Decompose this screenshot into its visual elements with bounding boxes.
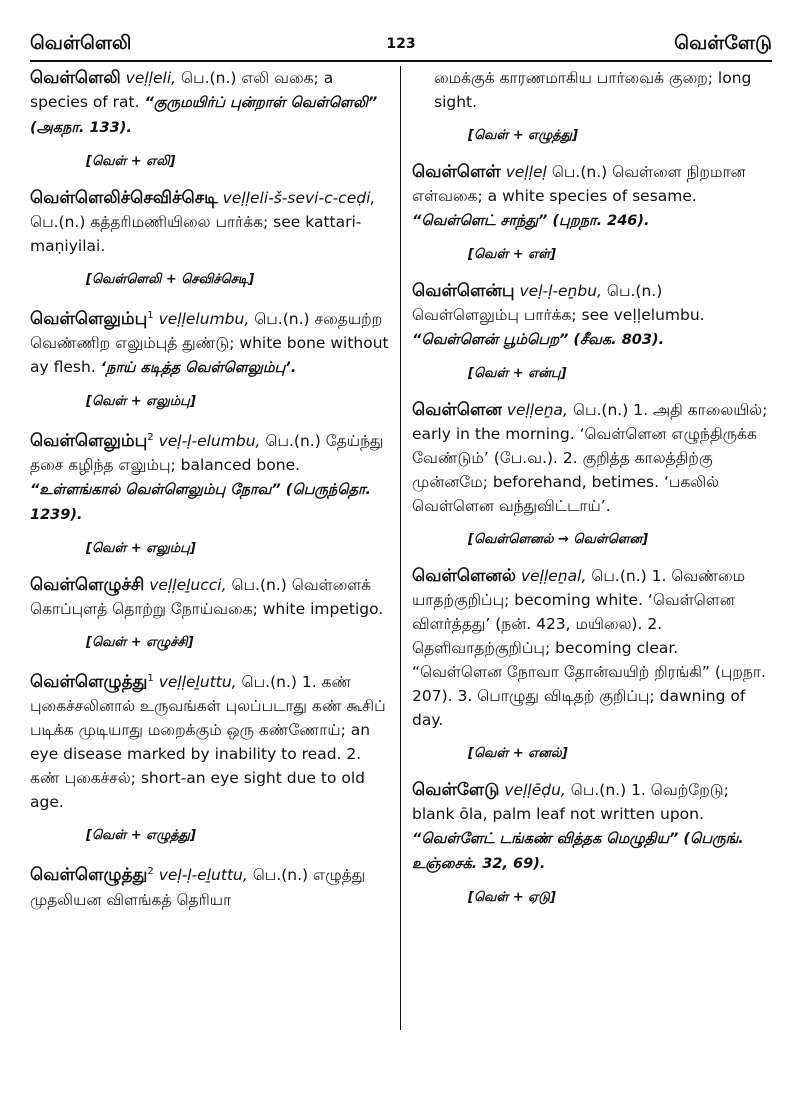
entry-quote: “குருமயிர்ப் புன்றாள் வெள்ளெலி” (அகநா. 133). [30, 95, 378, 136]
entry-etymology: [வெள் + எலி] [86, 154, 176, 169]
entry-etymology: [வெள் + எள்] [468, 247, 556, 262]
entry-pos: பெ.(n.) [551, 163, 608, 181]
entry-etymology: [வெள் + எனல்] [468, 746, 568, 761]
entry-transliteration: veḷḷeḻuttu, [158, 673, 237, 692]
entry-headword: வெள்ளெலிச்செவிச்செடி [30, 188, 218, 208]
dictionary-entry [30, 573, 392, 621]
entry-transliteration: veḷḷeṉa, [506, 401, 568, 419]
entry-definition: தேய்ந்து தசை கழிந்த எலும்பு; balanced bone. [30, 432, 384, 475]
entry-etymology: [வெள்ளெனல் → வெள்ளென] [468, 532, 649, 547]
entry-transliteration: veḷḷelumbu, [158, 310, 250, 329]
entry-etymology: [வெள் + ஏடு] [468, 890, 556, 905]
entry-quote: ‘நாய் கடித்த வெள்ளெலும்பு’. [100, 360, 297, 377]
entry-pos: பெ.(n.) [252, 866, 309, 885]
dictionary-entry [30, 66, 392, 140]
left-column [30, 66, 392, 914]
entry-definition: எழுத்து முதலியன விளங்கத் தெரியா [30, 866, 366, 909]
entry-definition: 1. வெற்றேடு; blank ōla, palm leaf not written upon. [412, 781, 729, 823]
entry-etymology: [வெள் + எழுச்சி] [86, 635, 194, 651]
entry-definition: வெள்ளைக் கொப்புளத் தொற்று நோய்வகை; white impetigo. [30, 576, 384, 619]
entry-etymology: [வெள் + எழுத்து] [468, 128, 578, 143]
entry-pos: பெ.(n.) [572, 401, 629, 419]
entry-pos: பெ.(n.) [30, 213, 86, 231]
entry-headword: வெள்ளெலி [30, 68, 121, 88]
dictionary-entry [412, 160, 772, 233]
dictionary-entry [412, 564, 772, 732]
page-number: 123 [386, 36, 416, 52]
dictionary-entry [30, 186, 392, 258]
dictionary-entry [30, 304, 392, 380]
entry-etymology: [வெள்ளெலி + செவிச்செடி] [86, 272, 255, 287]
entry-etymology: [வெள் + எழுத்து] [86, 828, 196, 844]
entry-definition: எலி வகை; a species of rat. [30, 69, 334, 111]
dictionary-entry [30, 667, 392, 814]
dictionary-entry [30, 426, 392, 527]
homonym-number: 1 [147, 310, 154, 321]
entry-etymology: [வெள் + எலும்பு] [86, 394, 196, 410]
entry-definition: வெள்ளை நிறமான எள்வகை; a white species of sesame. [412, 163, 746, 205]
entry-pos: பெ.(n.) [241, 673, 297, 692]
entry-headword: வெள்ளெழுத்து [30, 865, 148, 886]
column-divider [400, 66, 401, 1030]
entry-transliteration: veḷḷeḻucci, [149, 576, 227, 595]
entry-definition: கத்தரிமணியிலை பார்க்க; see kattari-maṇiyilai. [30, 213, 362, 255]
entry-transliteration: veḷḷēḍu, [504, 781, 566, 799]
entry-headword: வெள்ளேடு [412, 780, 500, 800]
entry-pos: பெ.(n.) [591, 567, 647, 585]
entry-pos: பெ.(n.) [181, 69, 237, 87]
continued-definition: மைக்குக் காரணமாகிய பார்வைக் குறை; long sight. [434, 69, 752, 111]
entry-pos: பெ.(n.) [265, 432, 321, 451]
entry-definition: 1. அதி காலையில்; early in the morning. ‘வெள்ளென எழுந்திருக்க வேண்டும்’ (பே.வ.). 2. குறித்த காலத்திற்கு முன்னமே; beforehand, betimes. ‘பகலில் வெள்ளென வந்துவிட்டாய்’. [412, 401, 768, 515]
entry-transliteration: veḷḷeli-š-sevi-c-ceḍi, [222, 189, 376, 207]
left-guide-word: வெள்ளெலி [30, 32, 132, 54]
entry-transliteration: veḷḷeḷ [505, 163, 547, 181]
entry-transliteration: veḷḷeli, [125, 69, 177, 87]
entry-quote: “வெள்ளென் பூம்பெற” (சீவக. 803). [412, 332, 665, 348]
entry-definition: வெள்ளெலும்பு பார்க்க; see veḷḷelumbu. [412, 306, 705, 324]
entry-etymology: [வெள் + என்பு] [468, 366, 567, 381]
right-column [412, 66, 772, 922]
homonym-number: 1 [147, 673, 154, 685]
dictionary-entry [412, 398, 772, 518]
entry-definition: 1. வெண்மை யாதற்குறிப்பு; becoming white. ‘வெள்ளென விளர்த்தது’ (நன். 423, மயிலை). 2. தெளிவாதற்குறிப்பு; becoming clear. “வெள்ளென நோவா தோன்வயிற் றிரங்கி” (புறநா. 207). 3. பொழுது விடிதற் குறிப்பு; dawning of day. [412, 567, 766, 729]
entry-quote: “வெள்ளேட் டங்கண் வித்தக மெழுதிய” (பெருங். உஞ்சைக். 32, 69). [412, 831, 744, 872]
entry-definition: சதையற்ற வெண்ணிற எலும்புத் துண்டு; white bone without ay flesh. [30, 310, 389, 377]
page-header [30, 30, 772, 62]
entry-headword: வெள்ளெள் [412, 162, 501, 182]
entry-headword: வெள்ளெலும்பு [30, 309, 148, 330]
dictionary-entry [412, 778, 772, 876]
entry-headword: வெள்ளென்பு [412, 281, 515, 301]
entry-definition: 1. கண் புகைச்சலினால் உருவங்கள் புலப்படாது கண் கூசிப் படிக்க முடியாது மறைக்கும் ஒரு கண்ணோய்; an eye disease marked by inability to read. 2. கண் புகைச்சல்; short-an eye sight due to old age. [30, 673, 386, 812]
entry-etymology: [வெள் + எலும்பு] [86, 541, 196, 557]
entry-transliteration: veḷ-ḷ-elumbu, [158, 432, 261, 451]
entry-headword: வெள்ளெலும்பு [30, 431, 148, 452]
entry-headword: வெள்ளெழுச்சி [30, 575, 145, 596]
entry-transliteration: veḷ-ḷ-eṉbu, [519, 282, 602, 300]
homonym-number: 2 [147, 866, 154, 878]
entry-headword: வெள்ளென [412, 400, 502, 420]
entry-pos: பெ.(n.) [570, 781, 627, 799]
entry-quote: “வெள்ளெட் சாந்து” (புறநா. 246). [412, 213, 650, 229]
entry-headword: வெள்ளெனல் [412, 566, 517, 586]
entry-quote: “உள்ளங்கால் வெள்ளெலும்பு நோவ” (பெருந்தொ. 1239). [30, 482, 372, 524]
dictionary-entry [30, 860, 392, 911]
entry-pos: பெ.(n.) [231, 576, 287, 595]
dictionary-entry [412, 279, 772, 352]
entry-pos: பெ.(n.) [606, 282, 663, 300]
entry-transliteration: veḷḷeṉal, [520, 567, 587, 585]
homonym-number: 2 [147, 432, 154, 444]
entry-transliteration: veḷ-ḷ-eḻuttu, [158, 866, 248, 885]
right-guide-word: வெள்ளேடு [674, 32, 772, 54]
entry-headword: வெள்ளெழுத்து [30, 672, 148, 693]
entry-pos: பெ.(n.) [254, 310, 310, 329]
